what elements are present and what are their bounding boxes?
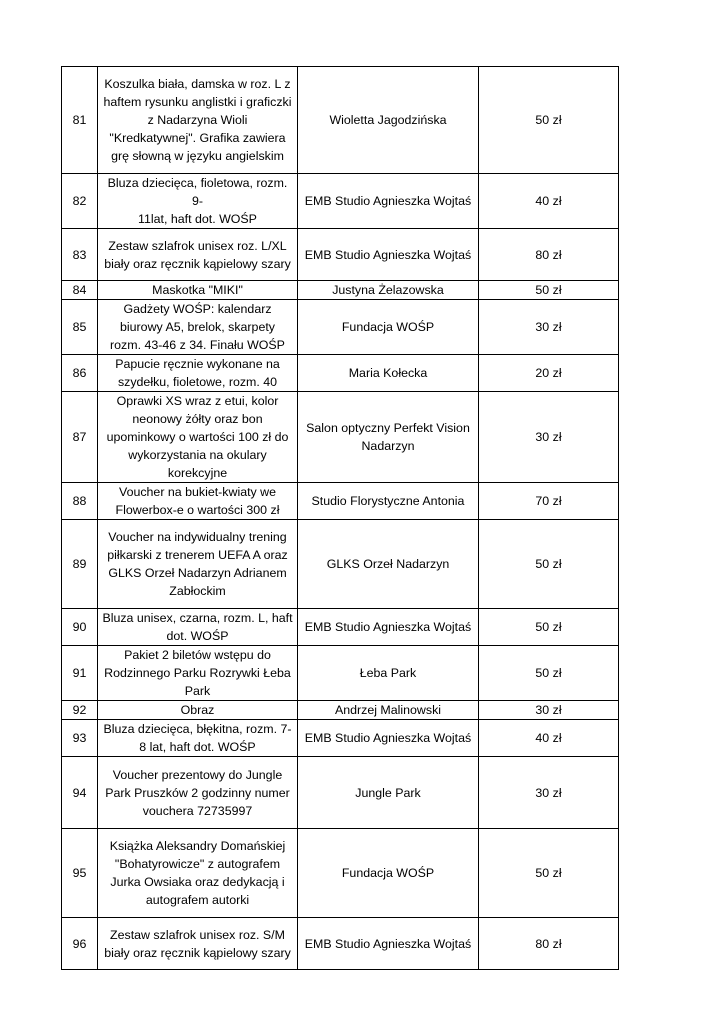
table-row bbox=[62, 520, 619, 609]
item-description-cell: Obraz bbox=[98, 701, 298, 720]
donor-cell: Justyna Żelazowska bbox=[298, 281, 479, 300]
item-number-cell: 92 bbox=[62, 701, 98, 720]
item-description-cell: Bluza dziecięca, błękitna, rozm. 7- 8 lat, haft dot. WOŚP bbox=[98, 720, 298, 757]
item-description-cell: Voucher na indywidualny trening piłkarski z trenerem UEFA A oraz GLKS Orzeł Nadarzyn Adrianem Zabłockim bbox=[98, 520, 298, 609]
table-row bbox=[62, 67, 619, 174]
starting-price-cell: 40 zł bbox=[479, 174, 619, 229]
donor-cell: EMB Studio Agnieszka Wojtaś bbox=[298, 229, 479, 281]
starting-price-cell: 50 zł bbox=[479, 281, 619, 300]
table-row bbox=[62, 829, 619, 918]
donor-cell: EMB Studio Agnieszka Wojtaś bbox=[298, 918, 479, 970]
item-number-cell: 94 bbox=[62, 757, 98, 829]
item-number-cell: 84 bbox=[62, 281, 98, 300]
starting-price-cell: 20 zł bbox=[479, 355, 619, 392]
item-description-cell: Maskotka "MIKI" bbox=[98, 281, 298, 300]
item-description-cell: Gadżety WOŚP: kalendarz biurowy A5, brelok, skarpety rozm. 43-46 z 34. Finału WOŚP bbox=[98, 300, 298, 355]
starting-price-cell: 50 zł bbox=[479, 829, 619, 918]
item-description-cell: Zestaw szlafrok unisex roz. L/XL biały oraz ręcznik kąpielowy szary bbox=[98, 229, 298, 281]
item-description-cell: Książka Aleksandry Domańskiej "Bohatyrowicze" z autografem Jurka Owsiaka oraz dedykacją i autografem autorki bbox=[98, 829, 298, 918]
table-row bbox=[62, 918, 619, 970]
donor-cell: Fundacja WOŚP bbox=[298, 300, 479, 355]
starting-price-cell: 80 zł bbox=[479, 918, 619, 970]
donor-cell: Maria Kołecka bbox=[298, 355, 479, 392]
donor-cell: Łeba Park bbox=[298, 646, 479, 701]
item-number-cell: 89 bbox=[62, 520, 98, 609]
table-row bbox=[62, 701, 619, 720]
item-description-cell: Pakiet 2 biletów wstępu do Rodzinnego Parku Rozrywki Łeba Park bbox=[98, 646, 298, 701]
table-row bbox=[62, 229, 619, 281]
starting-price-cell: 50 zł bbox=[479, 520, 619, 609]
item-number-cell: 96 bbox=[62, 918, 98, 970]
item-description-cell: Voucher prezentowy do Jungle Park Pruszków 2 godzinny numer vouchera 72735997 bbox=[98, 757, 298, 829]
item-number-cell: 87 bbox=[62, 392, 98, 483]
table-row bbox=[62, 720, 619, 757]
donor-cell: EMB Studio Agnieszka Wojtaś bbox=[298, 609, 479, 646]
donor-cell: Salon optyczny Perfekt Vision Nadarzyn bbox=[298, 392, 479, 483]
item-number-cell: 82 bbox=[62, 174, 98, 229]
item-description-cell: Koszulka biała, damska w roz. L z haftem rysunku anglistki i graficzki z Nadarzyna Wioli "Kredkatywnej". Grafika zawiera grę słowną w języku angielskim bbox=[98, 67, 298, 174]
table-row bbox=[62, 300, 619, 355]
item-number-cell: 85 bbox=[62, 300, 98, 355]
item-description-cell: Voucher na bukiet-kwiaty we Flowerbox-e o wartości 300 zł bbox=[98, 483, 298, 520]
item-number-cell: 81 bbox=[62, 67, 98, 174]
item-description-cell: Papucie ręcznie wykonane na szydełku, fioletowe, rozm. 40 bbox=[98, 355, 298, 392]
item-description-cell: Zestaw szlafrok unisex roz. S/M biały oraz ręcznik kąpielowy szary bbox=[98, 918, 298, 970]
item-number-cell: 93 bbox=[62, 720, 98, 757]
auction-items-table bbox=[61, 66, 619, 970]
donor-cell: Jungle Park bbox=[298, 757, 479, 829]
item-number-cell: 83 bbox=[62, 229, 98, 281]
starting-price-cell: 30 zł bbox=[479, 300, 619, 355]
item-description-cell: Bluza unisex, czarna, rozm. L, haft dot. WOŚP bbox=[98, 609, 298, 646]
table-row bbox=[62, 757, 619, 829]
table-row bbox=[62, 392, 619, 483]
table-row bbox=[62, 281, 619, 300]
donor-cell: EMB Studio Agnieszka Wojtaś bbox=[298, 720, 479, 757]
table-row bbox=[62, 646, 619, 701]
starting-price-cell: 30 zł bbox=[479, 701, 619, 720]
starting-price-cell: 50 zł bbox=[479, 67, 619, 174]
item-description-cell: Oprawki XS wraz z etui, kolor neonowy żółty oraz bon upominkowy o wartości 100 zł do wykorzystania na okulary korekcyjne bbox=[98, 392, 298, 483]
starting-price-cell: 50 zł bbox=[479, 646, 619, 701]
starting-price-cell: 50 zł bbox=[479, 609, 619, 646]
auction-items-sheet bbox=[61, 66, 618, 970]
starting-price-cell: 40 zł bbox=[479, 720, 619, 757]
item-number-cell: 88 bbox=[62, 483, 98, 520]
starting-price-cell: 30 zł bbox=[479, 392, 619, 483]
item-number-cell: 91 bbox=[62, 646, 98, 701]
donor-cell: Fundacja WOŚP bbox=[298, 829, 479, 918]
donor-cell: EMB Studio Agnieszka Wojtaś bbox=[298, 174, 479, 229]
starting-price-cell: 30 zł bbox=[479, 757, 619, 829]
donor-cell: GLKS Orzeł Nadarzyn bbox=[298, 520, 479, 609]
donor-cell: Studio Florystyczne Antonia bbox=[298, 483, 479, 520]
table-row bbox=[62, 483, 619, 520]
item-number-cell: 90 bbox=[62, 609, 98, 646]
starting-price-cell: 80 zł bbox=[479, 229, 619, 281]
donor-cell: Andrzej Malinowski bbox=[298, 701, 479, 720]
table-row bbox=[62, 609, 619, 646]
starting-price-cell: 70 zł bbox=[479, 483, 619, 520]
table-row bbox=[62, 174, 619, 229]
item-number-cell: 86 bbox=[62, 355, 98, 392]
donor-cell: Wioletta Jagodzińska bbox=[298, 67, 479, 174]
auction-items-table-body bbox=[62, 67, 619, 970]
table-row bbox=[62, 355, 619, 392]
item-description-cell: Bluza dziecięca, fioletowa, rozm. 9- 11lat, haft dot. WOŚP bbox=[98, 174, 298, 229]
item-number-cell: 95 bbox=[62, 829, 98, 918]
